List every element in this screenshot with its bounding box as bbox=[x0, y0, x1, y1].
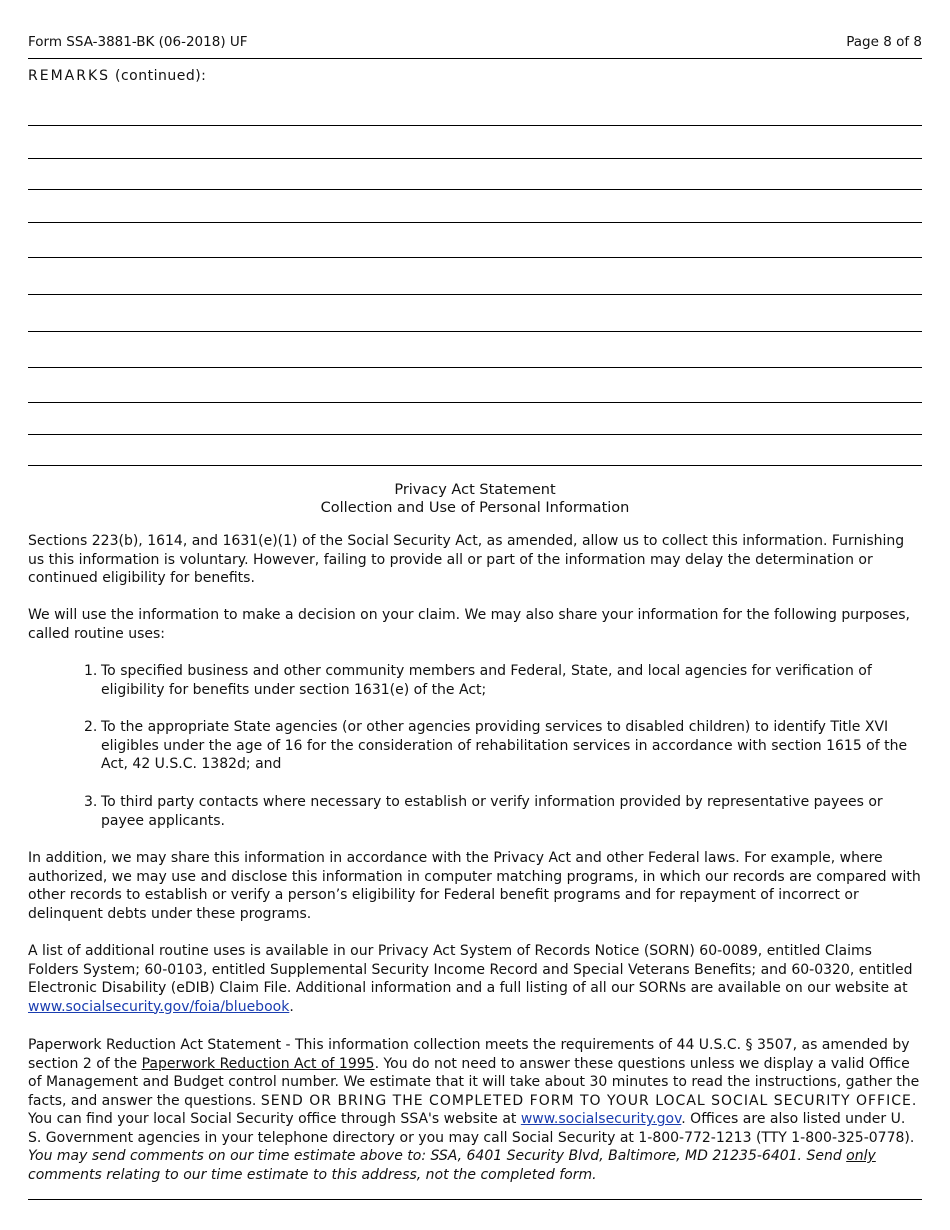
privacy-paragraph-sharing: In addition, we may share this information in accordance with the Privacy Act and other Federal laws. For example, where authorized, we may use and disclose this information in computer matching programs, in which our records are compared with other records to establish or verify a person’s eligibility for Federal benefit programs and for repayment of incorrect or delinquent debts under these programs. bbox=[28, 850, 921, 922]
remarks-line[interactable] bbox=[28, 367, 922, 368]
bluebook-link[interactable]: www.socialsecurity.gov/foia/bluebook bbox=[28, 998, 290, 1015]
remarks-line[interactable] bbox=[28, 257, 922, 258]
page-number: Page 8 of 8 bbox=[846, 34, 922, 50]
paperwork-reduction-statement: Paperwork Reduction Act Statement - This information collection meets the requirements of 44 U.S.C. § 3507, as amended by section 2 of the Paperwork Reduction Act of 1995. You do not need to answer these questions unless we display a valid Office of Management and Budget control number. We estimate that it will take about 30 minutes to read the instructions, gather the facts, and answer the questions. SEND OR BRING THE COMPLETED FORM TO YOUR LOCAL SOCIAL SECURITY OFFICE. You can find your local Social Security office through SSA's website at www.socialsecurity.gov. Offices are also listed under U. S. Government agencies in your telephone directory or you may call Social Security at 1-800-772-1213 (TTY 1-800-325-0778). You may send comments on our time estimate above to: SSA, 6401 Security Blvd, Baltimore, MD 21235-6401. Send only comments relating to our time estimate to this address, not the completed form. bbox=[28, 1037, 920, 1183]
remarks-line[interactable] bbox=[28, 189, 922, 190]
routine-use-item: 2. To the appropriate State agencies (or other agencies providing services to disabled children) to identify Title XVI eligibles under the age of 16 for the consideration of rehabilitation services in accordance with section 1615 of the Act, 42 U.S.C. 1382d; and bbox=[84, 719, 908, 772]
footer-divider bbox=[28, 1199, 922, 1200]
remarks-line[interactable] bbox=[28, 465, 922, 466]
ssa-website-link[interactable]: www.socialsecurity.gov bbox=[520, 1111, 682, 1127]
routine-use-item: 3. To third party contacts where necessary to establish or verify information provided by representative payees or payee applicants. bbox=[84, 794, 883, 829]
form-id: Form SSA-3881-BK (06-2018) UF bbox=[28, 34, 248, 50]
remarks-line[interactable] bbox=[28, 158, 922, 159]
remarks-line[interactable] bbox=[28, 294, 922, 295]
privacy-paragraph-uses: We will use the information to make a decision on your claim. We may also share your information for the following purposes, called routine uses: bbox=[28, 607, 910, 642]
remarks-line[interactable] bbox=[28, 125, 922, 126]
remarks-line[interactable] bbox=[28, 402, 922, 403]
privacy-act-title: Privacy Act Statement Collection and Use of Personal Information bbox=[320, 482, 630, 516]
header-divider bbox=[28, 58, 922, 59]
routine-use-item: 1. To specified business and other community members and Federal, State, and local agencies for verification of eligibility for benefits under section 1631(e) of the Act; bbox=[84, 663, 872, 698]
privacy-paragraph-sorn: A list of additional routine uses is available in our Privacy Act System of Records Notice (SORN) 60-0089, entitled Claims Folders System; 60-0103, entitled Supplemental Security Income Record and Special Veterans Benefits; and 60-0320, entitled Electronic Disability (eDIB) Claim File. Additional information and a full listing of all our SORNs are available on our website at www.socialsecurity.gov/foia/bluebook. bbox=[28, 943, 913, 1015]
send-instruction: SEND OR BRING THE COMPLETED FORM TO YOUR LOCAL SOCIAL SECURITY OFFICE. bbox=[260, 1092, 918, 1109]
privacy-paragraph-authority: Sections 223(b), 1614, and 1631(e)(1) of the Social Security Act, as amended, allow us to collect this information. Furnishing us this information is voluntary. However, failing to provide all or part of the information may delay the determination or continued eligibility for benefits. bbox=[28, 533, 905, 586]
remarks-line[interactable] bbox=[28, 331, 922, 332]
form-page bbox=[28, 0, 922, 1230]
remarks-title: REMARKS (continued): bbox=[28, 68, 207, 84]
remarks-line[interactable] bbox=[28, 434, 922, 435]
paperwork-act-reference: Paperwork Reduction Act of 1995 bbox=[141, 1055, 375, 1072]
remarks-line[interactable] bbox=[28, 222, 922, 223]
